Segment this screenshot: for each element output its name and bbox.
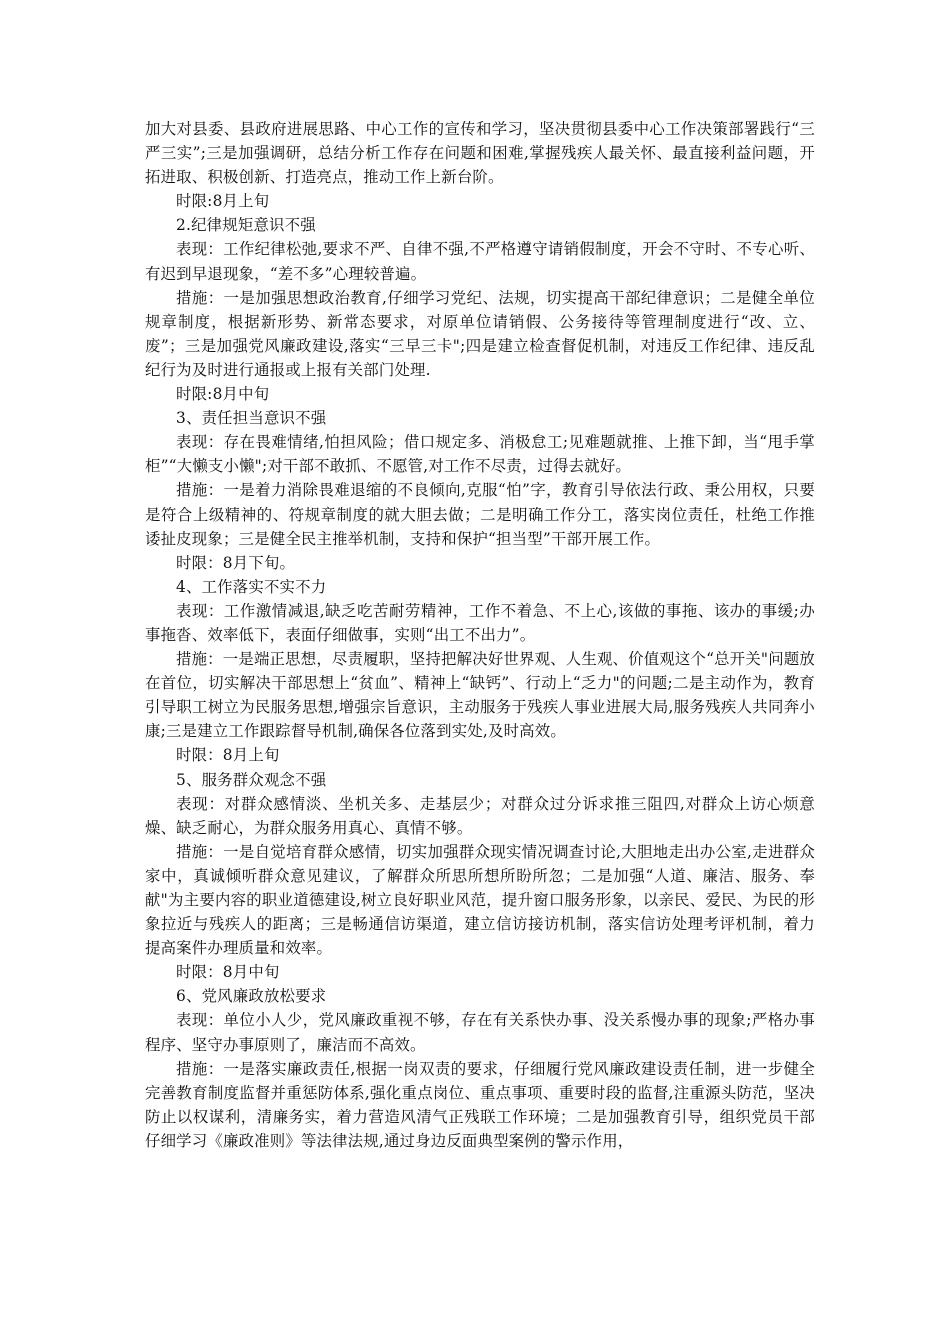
section-heading-6: 6、党风廉政放松要求 [176,987,327,1006]
paragraph-measures: 措施：一是加强思想政治教育,仔细学习党纪、法规，切实提高干部纪律意识；二是健全单位规章制度，根据新形势、新常态要求，对原单位请销假、公务接待等管理制度进行“改、立、废”；三是加强党风廉政建设,落实“三早三卡";四是建立检查督促机制，对违反工作纪律、违反乱纪行为及时进行通报或上报有关部门处理. [145,288,815,379]
paragraph-manifestation: 表现：对群众感情淡、坐机关多、走基层少；对群众过分诉求推三阻四,对群众上访心烦意燥、缺乏耐心，为群众服务用真心、真情不够。 [145,794,815,837]
paragraph-deadline: 时限：8月下旬。 [176,553,296,572]
paragraph-deadline: 时限：8月上旬 [176,746,280,765]
document-page [145,117,815,1153]
paragraph-manifestation: 表现：工作激情减退,缺乏吃苦耐劳精神，工作不着急、不上心,该做的事拖、该办的事缓;办事拖沓、效率低下，表面仔细做事，实则“出工不出力”。 [145,601,815,644]
paragraph-body: 加大对县委、县政府进展思路、中心工作的宣传和学习，坚决贯彻县委中心工作决策部署践行“三严三实”;三是加强调研，总结分析工作存在问题和困难,掌握残疾人最关怀、最直接利益问题，开拓进取、积极创新、打造亮点，推动工作上新台阶。 [145,120,815,187]
section-heading-5: 5、服务群众观念不强 [176,770,327,789]
paragraph-deadline: 时限：8月中旬 [176,963,280,982]
paragraph-measures: 措施：一是落实廉政责任,根据一岗双责的要求，仔细履行党风廉政建设责任制，进一步健全完善教育制度监督并重惩防体系,强化重点岗位、重点事项、重要时段的监督,注重源头防范，坚决防止以权谋利，清廉务实，着力营造风清气正残联工作环境；二是加强教育引导，组织党员干部仔细学习《廉政准则》等法律法规,通过身边反面典型案例的警示作用， [145,1059,815,1150]
paragraph-manifestation: 表现：单位小人少，党风廉政重视不够，存在有关系快办事、没关系慢办事的现象;严格办事程序、坚守办事原则了，廉洁而不高效。 [145,1011,815,1054]
section-heading-2: 2.纪律规矩意识不强 [176,216,316,235]
paragraph-measures: 措施：一是着力消除畏难退缩的不良倾向,克服“怕”字，教育引导依法行政、秉公用权，只要是符合上级精神的、符规章制度的就大胆去做；二是明确工作分工，落实岗位责任，杜绝工作推诿扯皮现象；三是健全民主推举机制，支持和保护“担当型”干部开展工作。 [145,481,815,548]
paragraph-manifestation: 表现：工作纪律松弛,要求不严、自律不强,不严格遵守请销假制度，开会不守时、不专心听、有迟到早退现象，“差不多”心理较普遍。 [145,240,815,283]
paragraph-measures: 措施：一是端正思想，尽责履职，坚持把解决好世界观、人生观、价值观这个“总开关"问题放在首位，切实解决干部思想上“贫血”、精神上“缺钙”、行动上“乏力"的问题;二是主动作为，教育引导职工树立为民服务思想,增强宗旨意识，主动服务于残疾人事业进展大局,服务残疾人共同奔小康;三是建立工作跟踪督导机制,确保各位落到实处,及时高效。 [145,650,815,741]
section-heading-4: 4、工作落实不实不力 [176,577,327,596]
paragraph-measures: 措施：一是自觉培育群众感情，切实加强群众现实情况调查讨论,大胆地走出办公室,走进群众家中，真诚倾听群众意见建议，了解群众所思所想所盼所忽；二是加强“人道、廉洁、服务、奉献"为主要内容的职业道德建设,树立良好职业风范，提升窗口服务形象，以亲民、爱民、为民的形象拉近与残疾人的距离；三是畅通信访渠道，建立信访接访机制，落实信访处理考评机制，着力提高案件办理质量和效率。 [145,842,815,958]
paragraph-deadline: 时限:8月中旬 [176,385,270,404]
paragraph-deadline: 时限:8月上旬 [176,192,270,211]
paragraph-manifestation: 表现：存在畏难情绪,怕担风险；借口规定多、消极怠工;见难题就推、上推下卸，当“甩手掌柜”“大懒支小懒";对干部不敢抓、不愿管,对工作不尽责，过得去就好。 [145,433,815,476]
section-heading-3: 3、责任担当意识不强 [176,409,327,428]
